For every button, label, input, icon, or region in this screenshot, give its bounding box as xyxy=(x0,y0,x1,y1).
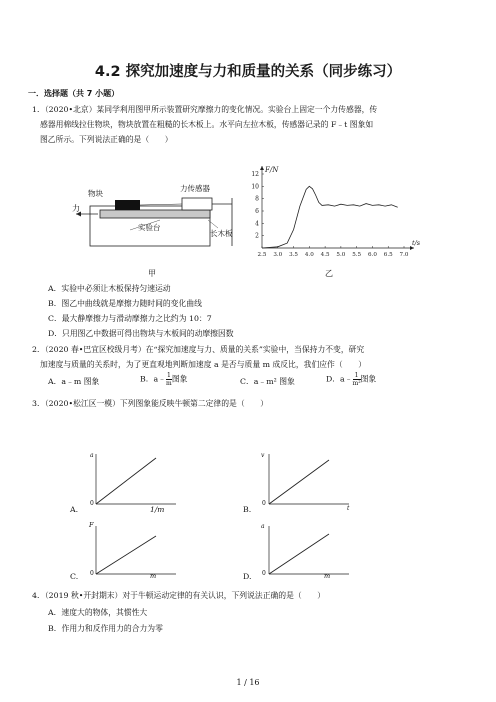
graph-d-origin: 0 xyxy=(262,570,266,577)
q3-graph-b xyxy=(257,448,357,520)
q2-option-a: A．a﹣m 图象 xyxy=(48,377,100,386)
graph-d-x: m xyxy=(324,572,331,580)
force-sensor xyxy=(182,198,212,210)
graph-a-y: a xyxy=(90,452,94,459)
q2-option-d: D．a﹣ $\frac{1}{\text{m²}}$ 图象 xyxy=(326,372,377,387)
label-block: 物块 xyxy=(88,189,103,198)
q3-option-b-label: B. xyxy=(243,505,252,514)
figure-yi-chart xyxy=(242,160,422,265)
graph-d-y: a xyxy=(261,523,265,530)
long-board xyxy=(100,210,210,218)
q1-option-b: B．图乙中曲线就是摩擦力随时间的变化曲线 xyxy=(48,299,202,308)
q3-option-c-label: C. xyxy=(70,572,79,581)
q2-option-b: B．a﹣ $\frac{1}{m}$ 图象 xyxy=(140,372,188,387)
q3-graph-c xyxy=(86,520,186,586)
graph-b-line xyxy=(269,460,329,504)
q3-option-a-label: A. xyxy=(70,505,79,514)
q3-line: 3．（2020•松江区一模）下列图象能反映牛顿第二定律的是（ ） xyxy=(32,399,269,408)
x-axis-label: t/s xyxy=(412,239,421,247)
label-long-board: 长木板 xyxy=(210,229,233,238)
force-curve xyxy=(262,186,398,248)
label-force: 力 xyxy=(72,204,80,213)
graph-a-origin: 0 xyxy=(90,500,94,507)
page-footer: 1 / 16 xyxy=(236,678,260,687)
q1-line-3: 图乙所示。下列说法正确的是（ ） xyxy=(40,135,173,144)
y-axis-label: F/N xyxy=(265,166,279,174)
y-tick-label: 10 xyxy=(251,183,259,191)
q3-option-d-label: D. xyxy=(243,572,252,581)
graph-b-y: v xyxy=(261,452,265,459)
x-tick-label: 5.0 xyxy=(336,252,346,258)
x-tick-label: 4.0 xyxy=(304,252,314,258)
section-heading: 一．选择题（共 7 小题） xyxy=(28,89,120,98)
q1-option-d: D．只用图乙中数据可得出物块与木板间的动摩擦因数 xyxy=(48,329,234,338)
y-tick-label: 6 xyxy=(255,208,259,215)
x-tick-label: 7.0 xyxy=(399,252,409,258)
q3-graph-d xyxy=(257,520,357,586)
x-tick-label: 4.5 xyxy=(320,252,330,258)
caption-jia: 甲 xyxy=(148,269,156,278)
page-title: 4.2 探究加速度与力和质量的关系（同步练习） xyxy=(94,64,402,80)
y-axis-arrow xyxy=(260,166,264,170)
q2-option-c: C．a﹣m² 图象 xyxy=(240,377,295,386)
graph-b-x: t xyxy=(347,505,350,512)
q4-option-a: A．速度大的物体，其惯性大 xyxy=(48,608,148,617)
label-lab-table: 实验台 xyxy=(138,223,161,232)
q3-graph-a xyxy=(86,448,186,520)
x-tick-label: 6.0 xyxy=(367,252,377,258)
q1-option-a: A．实验中必须让木板保持匀速运动 xyxy=(48,284,171,293)
graph-c-y: F xyxy=(89,521,94,529)
x-tick-label: 3.5 xyxy=(289,252,299,258)
x-tick-label: 5.5 xyxy=(352,252,362,258)
q1-line-2: 感器用棉线拉住物块，物块放置在粗糙的长木板上。水平向左拉木板，传感器记录的 F﹣t 图象如 xyxy=(40,120,374,129)
graph-c-origin: 0 xyxy=(90,570,94,577)
y-tick-label: 2 xyxy=(255,232,259,240)
q1-line-1: 1．（2020•北京）某同学利用图甲所示装置研究摩擦力的变化情况。实验台上固定一个力传感器，传 xyxy=(32,105,378,114)
label-force-sensor: 力传感器 xyxy=(180,184,210,193)
graph-a-x: 1/m xyxy=(150,505,165,514)
q4-line: 4．（2019 秋•开封期末）对于牛顿运动定律的有关认识，下列说法正确的是（ ） xyxy=(32,591,326,600)
graph-c-line xyxy=(96,536,156,574)
graph-d-line xyxy=(269,534,329,574)
x-tick-label: 6.5 xyxy=(383,252,393,258)
block xyxy=(115,200,140,210)
q4-option-b: B．作用力和反作用力的合力为零 xyxy=(48,624,163,633)
graph-c-x: m xyxy=(150,572,157,580)
q2-line-1: 2．（2020 春•巴宜区校级月考）在“探究加速度与力、质量的关系”实验中，当保持力不变，研究 xyxy=(32,345,365,354)
graph-a-line xyxy=(96,458,156,504)
y-tick-label: 12 xyxy=(251,171,259,178)
q2-line-2: 加速度与质量的关系时，为了更直观地判断加速度 a 是否与质量 m 成反比，我们应作（ ） xyxy=(40,360,367,369)
x-tick-label: 2.5 xyxy=(257,252,267,258)
x-tick-label: 3.0 xyxy=(273,252,283,258)
graph-b-origin: 0 xyxy=(262,500,266,507)
y-tick-label: 8 xyxy=(255,195,259,203)
cotton-thread xyxy=(140,204,182,205)
q1-option-c: C．最大静摩擦力与滑动摩擦力之比约为 10：7 xyxy=(48,314,212,323)
y-tick-label: 4 xyxy=(255,220,259,228)
caption-yi: 乙 xyxy=(325,269,333,278)
